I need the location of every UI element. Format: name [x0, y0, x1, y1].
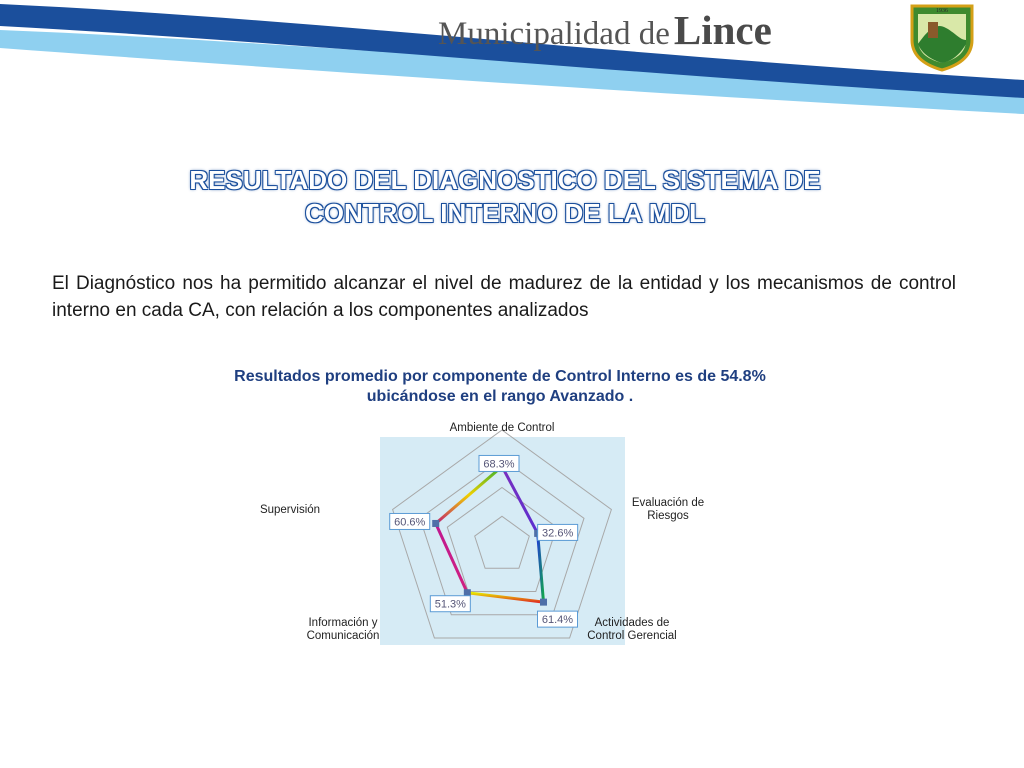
axis-label-3: Información y	[308, 617, 378, 629]
axis-label-1-line-2: Riesgos	[647, 510, 689, 522]
value-label-1: 32.6%	[542, 527, 574, 540]
axis-label-4: Supervisión	[259, 504, 321, 516]
axis-label-2: Actividades de	[594, 617, 670, 629]
brand-name: Lince	[673, 7, 772, 53]
subtitle-trail: .	[624, 388, 634, 405]
brand-prefix: Municipalidad de	[438, 16, 670, 52]
value-label-4: 60.6%	[394, 516, 426, 529]
value-label-0: 68.3%	[483, 458, 515, 471]
subtitle-line-2-text: ubicándose en el rango Avanzado	[366, 388, 625, 405]
intro-paragraph: El Diagnóstico nos ha permitido alcanzar el nivel de madurez de la entidad y los mecanismos de control interno en cada CA, con relación a los componentes analizados	[52, 273, 956, 321]
axis-label-3-line-2: Comunicación	[306, 630, 380, 642]
axis-label-1: Evaluación de	[631, 497, 705, 509]
data-point-4	[432, 520, 439, 527]
subtitle-line-1: Resultados promedio por componente de Control Interno es de 54.8%	[234, 368, 766, 385]
crest-year: 1936	[936, 8, 948, 14]
value-label-3: 51.3%	[434, 598, 466, 611]
value-label-2: 61.4%	[541, 614, 574, 627]
data-point-2	[540, 599, 547, 606]
title-line-2: CONTROL INTERNO DE LA MDL	[304, 198, 706, 228]
axis-label-2-line-2: Control Gerencial	[587, 630, 677, 642]
axis-label-0: Ambiente de Control	[449, 422, 555, 434]
title-line-1: RESULTADO DEL DIAGNOSTICO DEL SISTEMA DE	[189, 165, 821, 195]
data-point-3	[464, 589, 471, 596]
